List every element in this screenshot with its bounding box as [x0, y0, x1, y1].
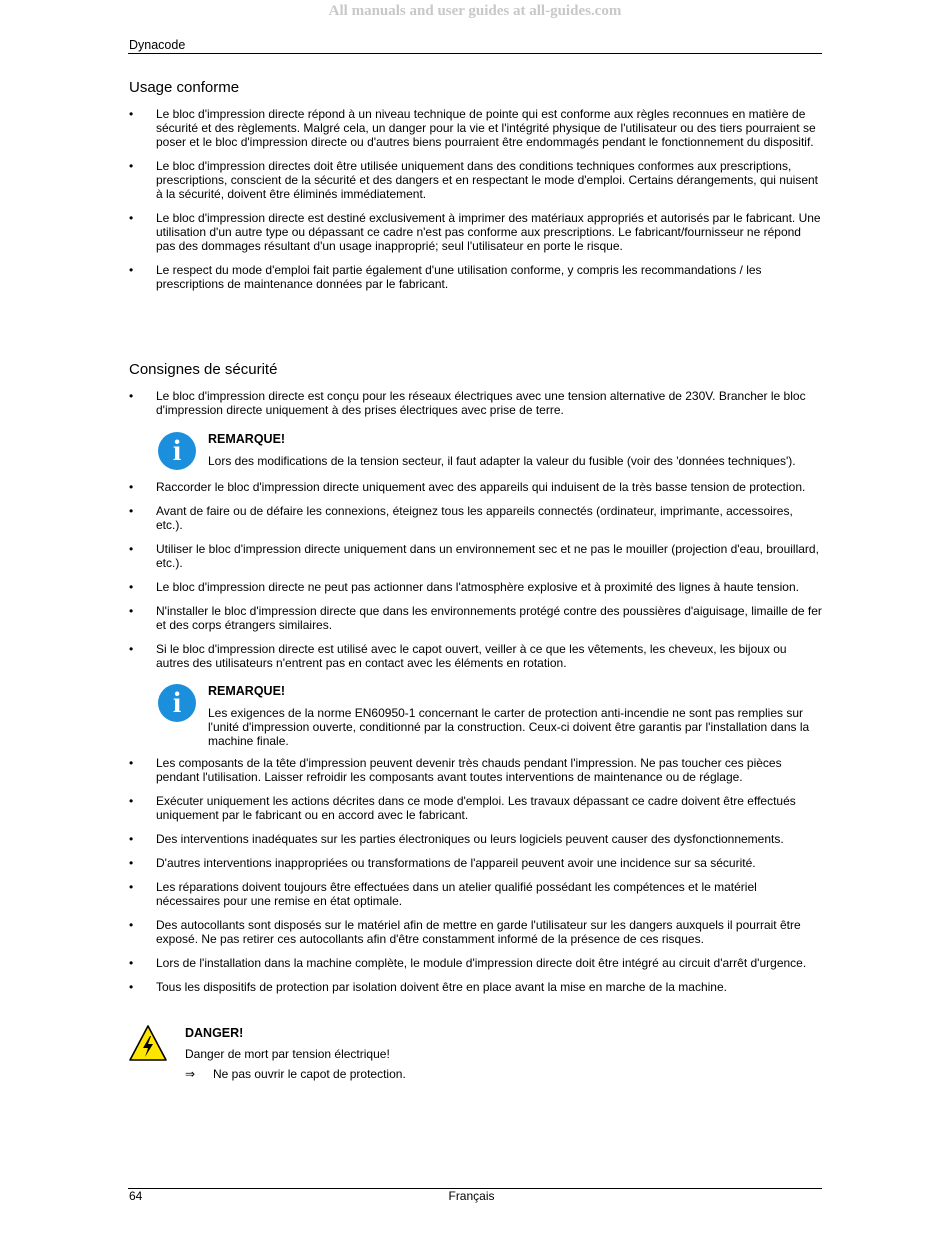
safety-list-c: [129, 756, 822, 994]
list-item: • Avant de faire ou de défaire les connexions, éteignez tous les appareils connectés (ordinateur, imprimante, accessoires, etc.).: [129, 504, 822, 532]
watermark: All manuals and user guides at all-guides.com: [328, 3, 622, 19]
danger-title: DANGER!: [185, 1026, 244, 1040]
list-item: • Raccorder le bloc d'impression directe uniquement avec des appareils qui induisent de la très basse tension de protection.: [129, 480, 822, 494]
note-title: REMARQUE!: [208, 684, 286, 698]
danger-text: Danger de mort par tension électrique!: [185, 1047, 390, 1061]
list-item: • Les réparations doivent toujours être effectuées dans un atelier qualifié possédant les compétences et le matériel nécessaires pour une remise en état optimale.: [129, 880, 822, 908]
safety-list-a: [129, 389, 822, 417]
list-item: • Le bloc d'impression directe ne peut pas actionner dans l'atmosphère explosive et à proximité des lignes à haute tension.: [129, 580, 822, 594]
arrow-icon: ⇒: [185, 1067, 196, 1081]
danger-box: [128, 1024, 528, 1094]
list-item: • Les composants de la tête d'impression peuvent devenir très chauds pendant l'impression. Ne pas toucher ces pièces pendant l'utilisation. Laisser refroidir les composants avant toutes interventions de maintenance ou de réglage.: [129, 756, 822, 784]
list-item: • Des autocollants sont disposés sur le matériel afin de mettre en garde l'utilisateur sur les dangers auxquels il pourrait être exposé. Ne pas retirer ces autocollants afin d'être constamment informé de la présence de ces risques.: [129, 918, 822, 946]
list-item: • Le bloc d'impression directe est conçu pour les réseaux électriques avec une tension alternative de 230V. Brancher le bloc d'impression directe uniquement à des prises électriques avec prise de terre.: [129, 389, 822, 417]
list-item: • D'autres interventions inappropriées ou transformations de l'appareil peuvent avoir une incidence sur sa sécurité.: [129, 856, 822, 870]
footer-language: Français: [448, 1189, 495, 1203]
danger-step: Ne pas ouvrir le capot de protection.: [213, 1067, 406, 1081]
safety-list-b: [129, 480, 822, 670]
note-text: Les exigences de la norme EN60950-1 concernant le carter de protection anti-incendie ne sont pas remplies sur l'unité d'impression ouverte, conditionné par la construction. Ceux-ci doivent être garantis par l'installation dans la machine finale.: [208, 706, 810, 748]
list-item: • Le respect du mode d'emploi fait partie également d'une utilisation conforme, y compris les recommandations / les prescriptions de maintenance données par le fabricant.: [129, 263, 822, 291]
list-item: • Le bloc d'impression directe est destiné exclusivement à imprimer des matériaux appropriés et autorisés par le fabricant. Une utilisation d'un autre type ou dépassant ce cadre n'est pas conforme aux prescriptions. Le fabricant/fournisseur ne répond pas des dommages résultant d'un usage inapproprié; seul l'utilisateur en porte le risque.: [129, 211, 822, 253]
section-title-safety: Consignes de sécurité: [129, 361, 278, 378]
list-item: • Des interventions inadéquates sur les parties électroniques ou leurs logiciels peuvent causer des dysfonctionnements.: [129, 832, 822, 846]
note-title: REMARQUE!: [208, 432, 286, 446]
list-item: • Le bloc d'impression directes doit être utilisée uniquement dans des conditions techniques conformes aux prescriptions, prescriptions, conscient de la sécurité et des dangers et en respectant le mode d'emploi. Certains dérangements, qui nuisent à la sécurité, doivent être éliminés immédiatement.: [129, 159, 822, 201]
note-box: [158, 684, 822, 750]
header-label: Dynacode: [129, 38, 186, 52]
list-item: • Exécuter uniquement les actions décrites dans ce mode d'emploi. Les travaux dépassant ce cadre doivent être effectués uniquement par le fabricant ou en accord avec le fabricant.: [129, 794, 822, 822]
high-voltage-warning-icon: [128, 1024, 168, 1062]
page-number: 64: [129, 1189, 143, 1203]
list-item: • Le bloc d'impression directe répond à un niveau technique de pointe qui est conforme aux règles reconnues en matière de sécurité et des règlements. Malgré cela, un danger pour la vie et l'intégrité physique de l'utilisateur ou des tiers pourraient se poser et le bloc d'impression directe ou d'autres biens pourraient être endommagés pendant le fonctionnement du dispositif.: [129, 107, 822, 149]
list-item: • N'installer le bloc d'impression directe que dans les environnements protégé contre des poussières d'aiguisage, limaille de fer et des corps étrangers similaires.: [129, 604, 822, 632]
list-item: • Lors de l'installation dans la machine complète, le module d'impression directe doit être intégré au circuit d'arrêt d'urgence.: [129, 956, 822, 970]
list-item: • Tous les dispositifs de protection par isolation doivent être en place avant la mise en marche de la machine.: [129, 980, 822, 994]
note-box: [158, 432, 822, 472]
list-item: • Utiliser le bloc d'impression directe uniquement dans un environnement sec et ne pas le mouiller (projection d'eau, brouillard, etc.).: [129, 542, 822, 570]
note-text: Lors des modifications de la tension secteur, il faut adapter la valeur du fusible (voir des 'données techniques').: [208, 454, 796, 468]
list-item: • Si le bloc d'impression directe est utilisé avec le capot ouvert, veiller à ce que les vêtements, les cheveux, les bijoux ou autres des utilisateurs n'entrent pas en contact avec les éléments en rotation.: [129, 642, 822, 670]
usage-list: [129, 107, 822, 291]
header-divider: [128, 53, 822, 54]
info-icon: i: [158, 684, 196, 722]
info-icon: i: [158, 432, 196, 470]
section-title-usage: Usage conforme: [129, 79, 240, 96]
